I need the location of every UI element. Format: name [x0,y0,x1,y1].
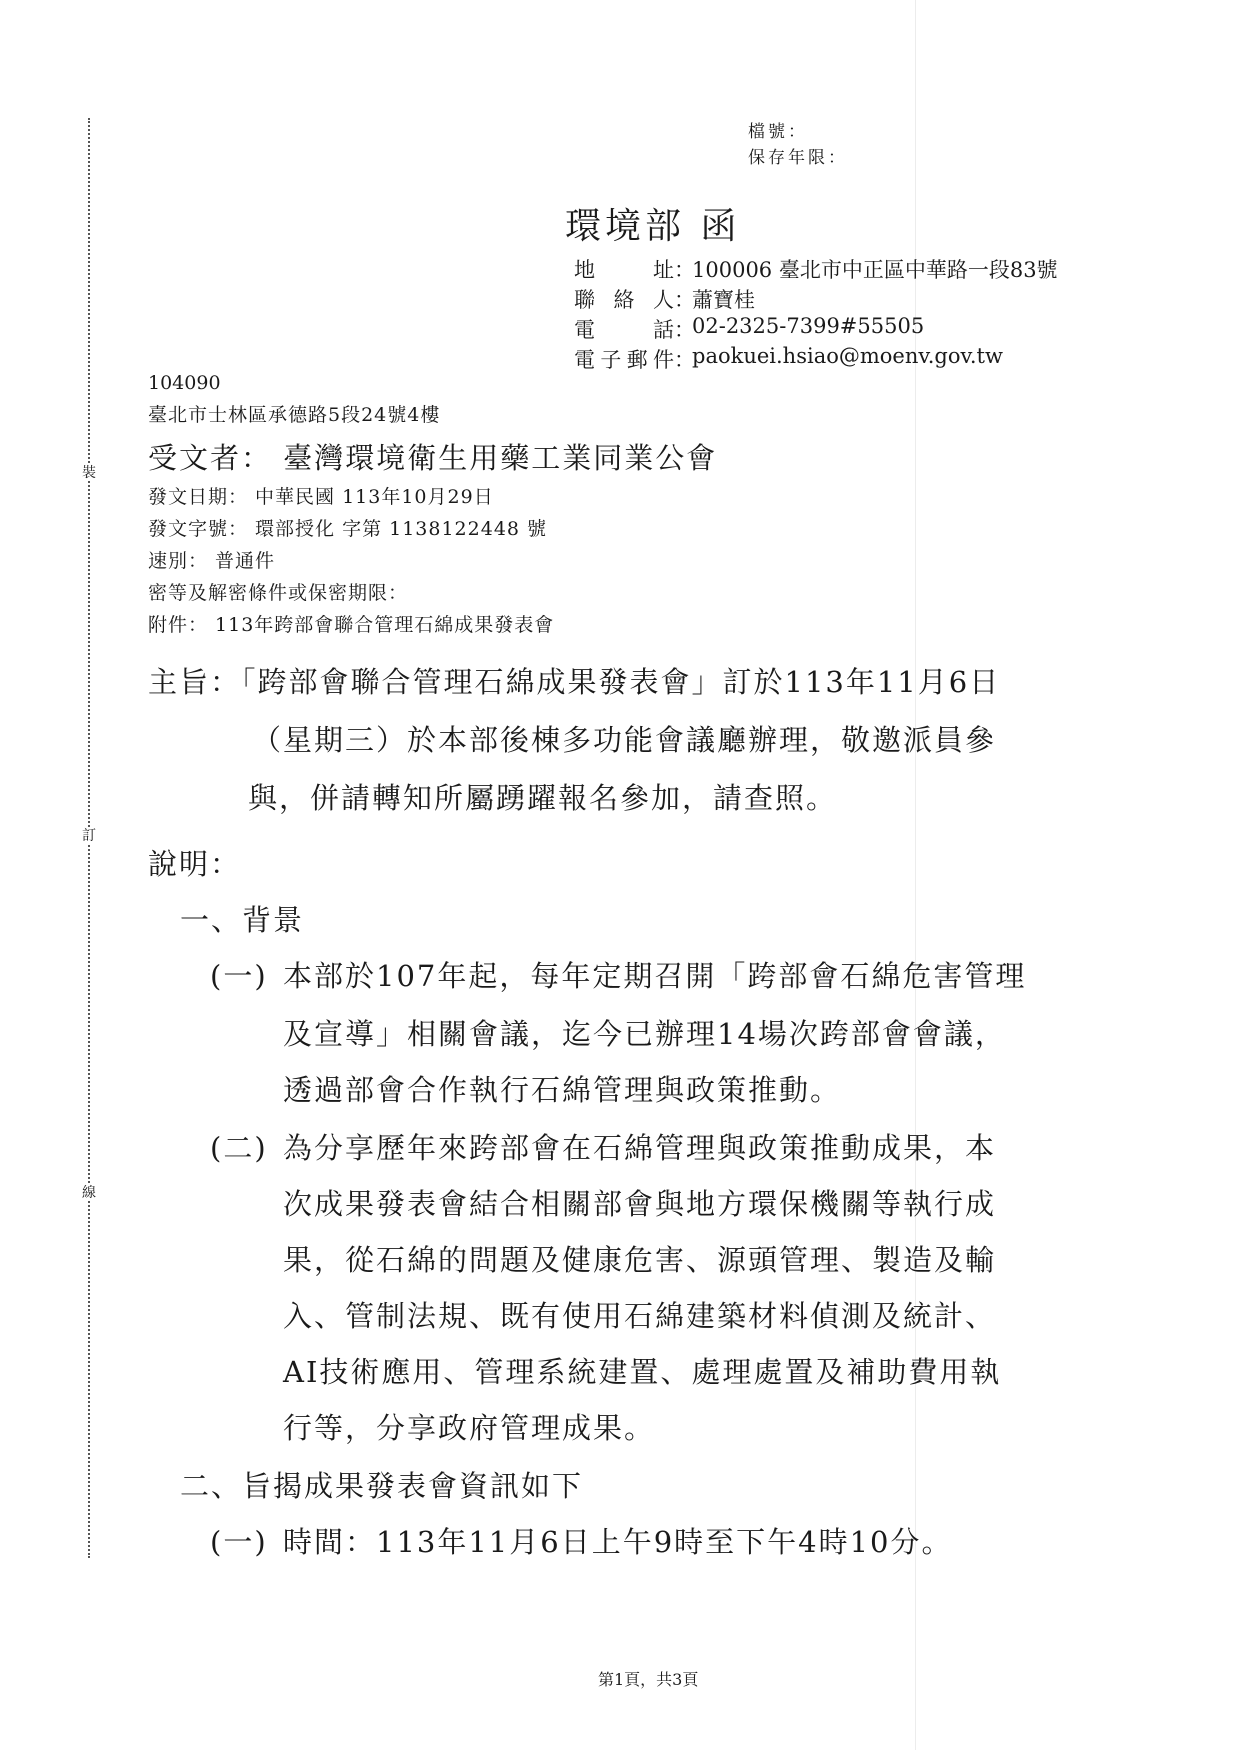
section-1-item-1-line-2: 及宣導」相關會議，迄今已辦理14場次跨部會會議， [283,1017,1006,1051]
section-1-item-2-line-3: 果，從石綿的問題及健康危害、源頭管理、製造及輸 [283,1243,997,1277]
attachment-line: 附件： 113年跨部會聯合管理石綿成果發表會 [148,614,555,636]
section-2-title: 二、旨揭成果發表會資訊如下 [180,1469,584,1503]
sender-address-label: 地址 [574,258,674,282]
document-title: 環境部 函 [565,206,741,247]
retention-label: 保存年限： [748,148,848,168]
recipient-line: 受文者： 臺灣環境衛生用藥工業同業公會 [148,441,718,475]
sender-contact: 蕭寶桂 [692,288,755,312]
issue-number: 發文字號： 環部授化 字第 1138122448 號 [148,518,548,540]
section-1-item-1-line-3: 透過部會合作執行石綿管理與政策推動。 [283,1073,842,1107]
page-footer: 第1頁，共3頁 [598,1670,699,1689]
issue-date: 發文日期： 中華民國 113年10月29日 [148,486,494,508]
sender-phone-row: 電話 ： 02-2325-7399#55505 [574,314,925,342]
section-1-item-2-line-2: 次成果發表會結合相關部會與地方環保機關等執行成 [283,1187,997,1221]
binding-char-ding: 訂 [82,828,96,844]
binding-char-xian: 線 [82,1185,96,1201]
section-1-item-2-marker: (二) [210,1131,268,1165]
section-2-item-1-marker: (一) [210,1525,268,1559]
sender-phone: 02-2325-7399#55505 [692,314,925,338]
sender-email: paokuei.hsiao@moenv.gov.tw [692,344,1003,368]
sender-email-row: 電子郵件 ： paokuei.hsiao@moenv.gov.tw [574,344,1003,372]
section-1-item-2-line-4: 入、管制法規、既有使用石綿建築材料偵測及統計、 [283,1299,997,1333]
subject-line-3: 與，併請轉知所屬踴躍報名參加，請查照。 [248,781,838,815]
subject-line-1: 主旨：「跨部會聯合管理石綿成果發表會」訂於113年11月6日 [148,665,1001,699]
section-1-item-1-line-1: 本部於107年起，每年定期召開「跨部會石綿危害管理 [283,959,1027,993]
recipient-address: 臺北市士林區承德路5段24號4樓 [148,404,441,426]
section-1-item-2-line-6: 行等，分享政府管理成果。 [283,1411,656,1445]
file-number-label: 檔號： [748,122,808,142]
sender-email-label: 電子郵件 [574,348,674,372]
sender-contact-label: 聯絡人 [574,288,674,312]
sender-contact-row: 聯絡人 ： 蕭寶桂 [574,284,755,314]
binding-char-zhuang: 裝 [82,465,96,481]
section-1-item-1-marker: (一) [210,959,268,993]
sender-phone-label: 電話 [574,318,674,342]
speed-class: 速別： 普通件 [148,550,276,572]
sender-address: 100006 臺北市中正區中華路一段83號 [692,258,1058,282]
subject-line-2: （星期三）於本部後棟多功能會議廳辦理，敬邀派員參 [252,723,997,757]
section-2-item-1-line: 時間：113年11月6日上午9時至下午4時10分。 [283,1525,953,1559]
section-1-item-2-line-1: 為分享歷年來跨部會在石綿管理與政策推動成果，本 [283,1131,997,1165]
secrecy-level: 密等及解密條件或保密期限： [148,582,409,604]
recipient-zip: 104090 [148,372,221,394]
explanation-heading: 說明： [148,847,242,881]
section-1-item-2-line-5: AI技術應用、管理系統建置、處理處置及補助費用執 [283,1355,1002,1389]
sender-address-row: 地址 ： 100006 臺北市中正區中華路一段83號 [574,254,1058,284]
section-1-title: 一、背景 [180,903,305,937]
